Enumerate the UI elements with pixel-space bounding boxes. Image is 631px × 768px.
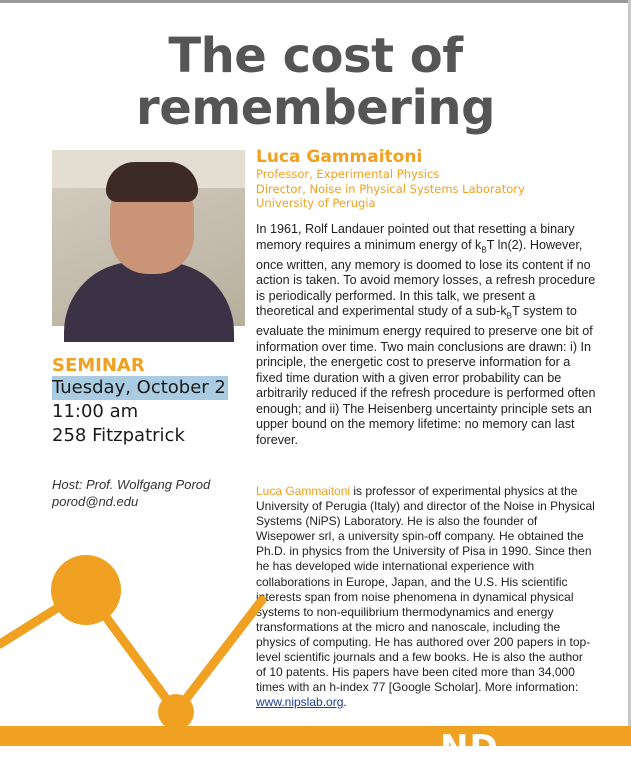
top-border bbox=[0, 0, 631, 3]
event-time: 11:00 am bbox=[52, 401, 139, 422]
abstract-sub-1: B bbox=[481, 245, 487, 255]
bio-end: . bbox=[343, 695, 347, 710]
host-email: porod@nd.edu bbox=[52, 494, 139, 509]
host-info bbox=[52, 476, 252, 510]
abstract-sub-2: B bbox=[506, 311, 512, 321]
event-details bbox=[52, 356, 252, 510]
talk-abstract bbox=[256, 222, 596, 448]
speaker-lab: Director, Noise in Physical Systems Laboratory bbox=[256, 181, 525, 196]
speaker-university: University of Perugia bbox=[256, 196, 376, 210]
seminar-label: SEMINAR bbox=[52, 355, 145, 376]
page-title bbox=[0, 30, 631, 134]
abstract-part-1: In 1961, Rolf Landauer pointed out that resetting a binary memory requires a minimum energy of k bbox=[256, 222, 575, 252]
speaker-block bbox=[256, 147, 616, 211]
abstract-part-3: T system to evaluate the minimum energy required to preserve one bit of information over time. Two main conclusions are drawn: i) In principle, the energetic cost to preserve information for a fixed time duration with a given error probability can be arbitrarily reduced if the refresh procedure is performed often enough; and ii) The Heisenberg uncertainty principle sets an upper bound on the memory lifetime: no memory can last forever. bbox=[256, 304, 596, 447]
speaker-bio bbox=[256, 484, 596, 710]
bio-name: Luca Gammaitoni bbox=[256, 484, 351, 498]
speaker-name: Luca Gammaitoni bbox=[256, 147, 423, 167]
nipslab-link[interactable]: www.nipslab.org bbox=[256, 695, 344, 710]
speaker-photo bbox=[52, 150, 245, 326]
title-line-1: The cost of bbox=[168, 28, 463, 84]
speaker-title: Professor, Experimental Physics bbox=[256, 167, 440, 181]
title-line-2: remembering bbox=[136, 80, 495, 136]
abstract-part-2: T ln(2). However, once written, any memory is doomed to lose its content if no action is taken. To avoid memory losses, a refresh procedure is periodically performed. In this talk, we present a theoretical and experimental study of a sub-k bbox=[256, 237, 596, 319]
bio-text: is professor of experimental physics at the University of Perugia (Italy) and director of the Noise in Physical Systems (NiPS) Laboratory. He is also the founder of Wisepower srl, a university spin-off company. He obtained the Ph.D. in physics from the University of Pisa in 1990. Since then he has developed wide international experience with collaborations in Europe, Japan, and the U.S. His scientific interests span from noise phenomena in dynamical physical systems to non-equilibrium thermodynamics and energy transformations at the micro and nanoscale, including the physics of computing. He has authored over 200 papers in top-level scientific journals and a few books. He is also the author of 10 patents. His papers have been cited more than 34,000 times with an h-index 77 [Google Scholar]. More information: bbox=[256, 484, 595, 695]
nd-logo: ND bbox=[440, 728, 499, 768]
host-name: Host: Prof. Wolfgang Porod bbox=[52, 477, 211, 492]
event-location: 258 Fitzpatrick bbox=[52, 425, 185, 446]
event-date: Tuesday, October 2 bbox=[52, 377, 226, 398]
